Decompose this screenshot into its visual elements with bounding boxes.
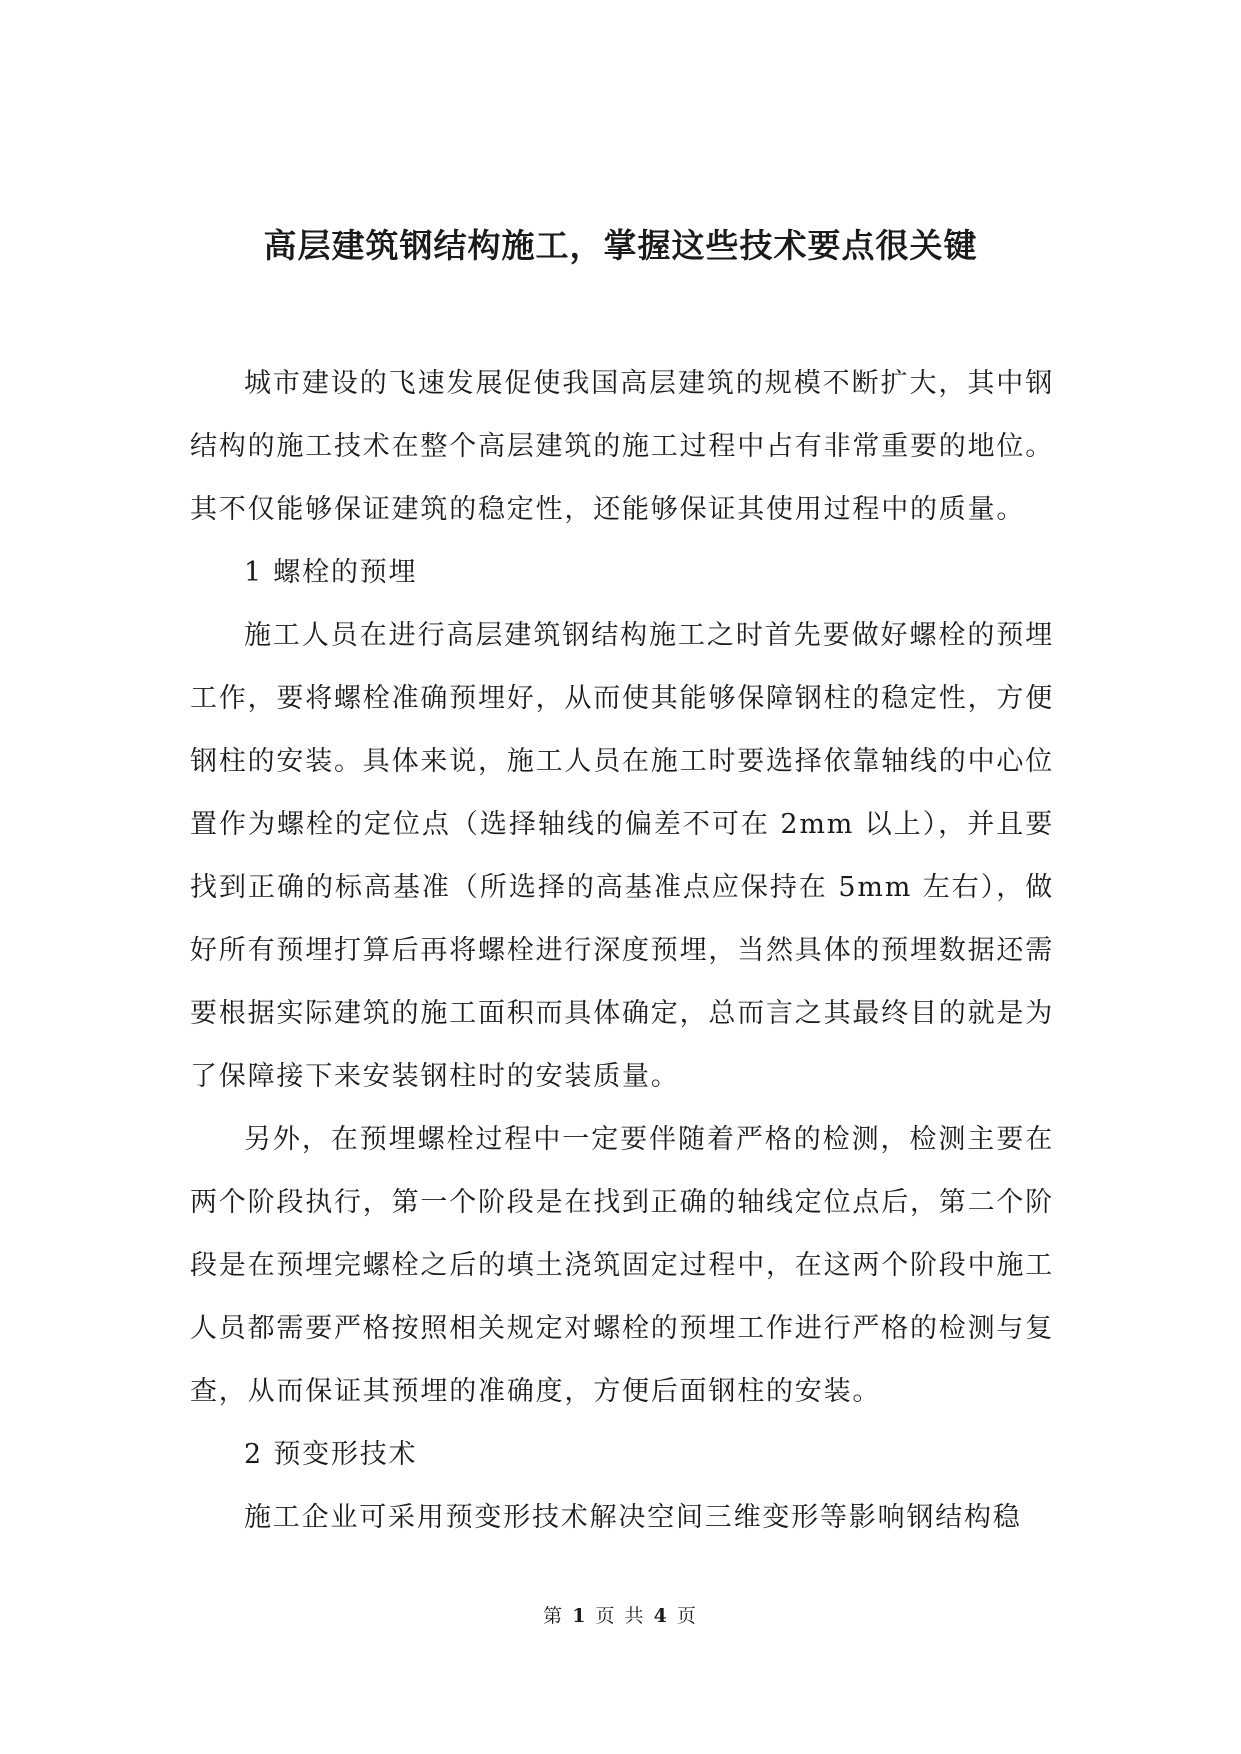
document-body [190,352,1054,1549]
footer-prefix: 第 [543,1605,565,1627]
footer-page-number: 1 [572,1605,588,1627]
page-footer [0,1604,1241,1628]
paragraph-bolt-embedding: 施工人员在进行高层建筑钢结构施工之时首先要做好螺栓的预埋工作，要将螺栓准确预埋好，从而使其能够保障钢柱的稳定性，方便钢柱的安装。具体来说，施工人员在施工时要选择依靠轴线的中心位置作为螺栓的定位点（选择轴线的偏差不可在 2mm 以上），并且要找到正确的标高基准（所选择的高基准点应保持在 5mm 左右），做好所有预埋打算后再将螺栓进行深度预埋，当然具体的预埋数据还需要根据实际建筑的施工面积而具体确定，总而言之其最终目的就是为了保障接下来安装钢柱时的安装质量。 [190,620,1054,1092]
paragraph-intro: 城市建设的飞速发展促使我国高层建筑的规模不断扩大，其中钢结构的施工技术在整个高层建筑的施工过程中占有非常重要的地位。其不仅能够保证建筑的稳定性，还能够保证其使用过程中的质量。 [190,368,1054,525]
document-title: 高层建筑钢结构施工，掌握这些技术要点很关键 [263,226,978,265]
footer-total-pages: 4 [653,1605,669,1627]
paragraph-inspection: 另外，在预埋螺栓过程中一定要伴随着严格的检测，检测主要在两个阶段执行，第一个阶段是在找到正确的轴线定位点后，第二个阶段是在预埋完螺栓之后的填土浇筑固定过程中，在这两个阶段中施工人员都需要严格按照相关规定对螺栓的预埋工作进行严格的检测与复查，从而保证其预埋的准确度，方便后面钢柱的安装。 [190,1124,1054,1407]
footer-suffix: 页 [676,1605,698,1627]
paragraph-predeformation: 施工企业可采用预变形技术解决空间三维变形等影响钢结构稳 [244,1502,1022,1533]
section-heading-2: 2 预变形技术 [244,1439,418,1470]
section-heading-1: 1 螺栓的预埋 [244,557,418,588]
footer-middle: 页 共 [595,1605,646,1627]
